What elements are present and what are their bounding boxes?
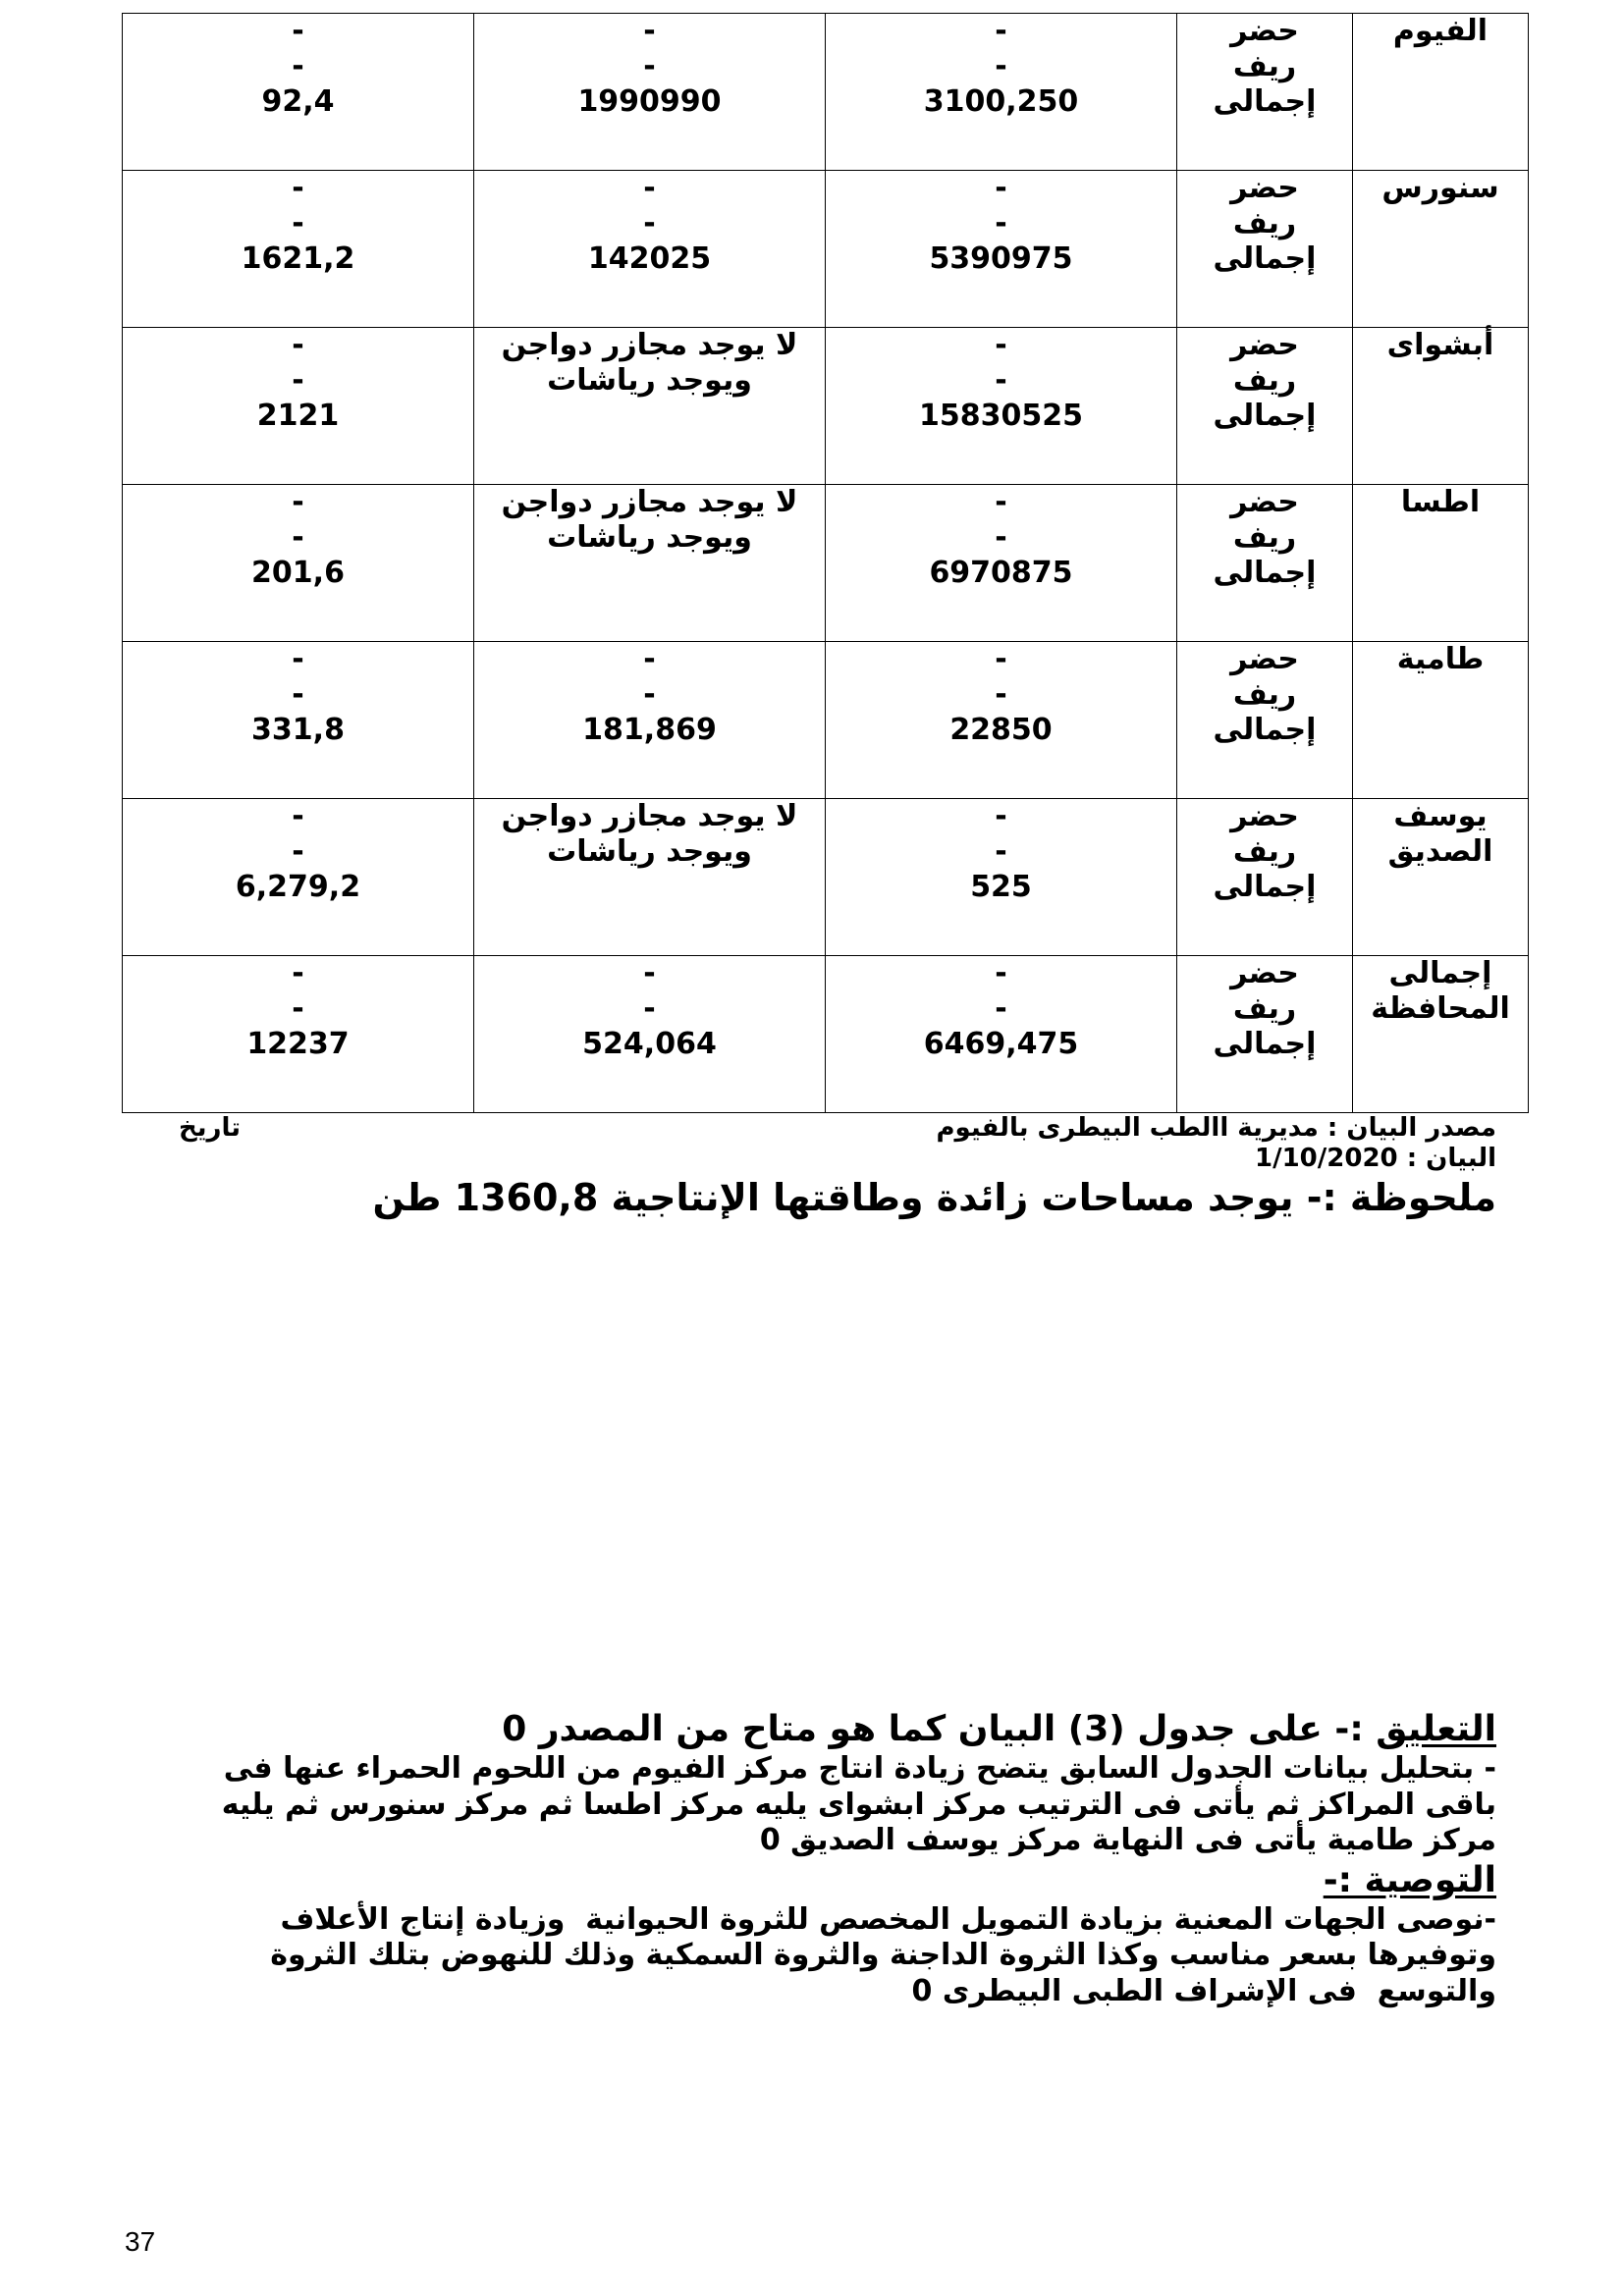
cell-line: 181,869: [582, 713, 717, 747]
cell-line: 3100,250: [923, 84, 1079, 119]
district-cell: [1353, 799, 1529, 956]
cell-line: -: [643, 677, 656, 712]
value-cell: [474, 328, 826, 485]
value-cell: [123, 642, 474, 799]
cell-line: -: [292, 520, 304, 555]
cell-line: -: [643, 956, 656, 990]
recommendation-heading-label: التوصية :-: [1323, 1859, 1496, 1900]
district-cell: [1353, 485, 1529, 642]
cell-line: 6,279,2: [235, 870, 361, 904]
cell-line: ريف: [1232, 49, 1297, 83]
value-cell: [826, 328, 1177, 485]
cell-line: حضر: [1230, 328, 1299, 362]
district-cell: [1353, 14, 1529, 171]
cell-line: -: [995, 677, 1007, 712]
district-cell: [1353, 956, 1529, 1113]
cell-line: طامية: [1396, 642, 1485, 676]
table-row: [123, 171, 1529, 328]
source-note: [179, 1113, 1496, 1174]
cell-line: 201,6: [251, 556, 345, 590]
recommendation-line: -نوصى الجهات المعنية بزيادة التمويل المخصص للثروة الحيوانية وزيادة إنتاج الأعلاف: [280, 1901, 1496, 1937]
value-cell: [826, 171, 1177, 328]
cell-line: -: [995, 991, 1007, 1026]
table-row: [123, 799, 1529, 956]
value-cell: [474, 14, 826, 171]
cell-line: 142025: [587, 241, 712, 276]
value-cell: [123, 956, 474, 1113]
comment-heading: [122, 1708, 1496, 1751]
cell-line: 524,064: [582, 1027, 717, 1061]
table-row: [123, 485, 1529, 642]
cell-line: -: [292, 14, 304, 48]
cell-line: حضر: [1230, 14, 1299, 48]
cell-line: -: [995, 485, 1007, 519]
cell-line: 6469,475: [923, 1027, 1079, 1061]
table-row: [123, 328, 1529, 485]
cell-line: -: [643, 206, 656, 240]
table-row: [123, 14, 1529, 171]
cell-line: إجمالى: [1213, 84, 1317, 119]
district-cell: [1353, 642, 1529, 799]
cell-line: 525: [970, 870, 1032, 904]
cell-line: لا يوجد مجازر دواجن: [501, 328, 798, 362]
cell-line: -: [995, 171, 1007, 205]
area-type-cell: [1177, 485, 1353, 642]
cell-line: -: [995, 642, 1007, 676]
cell-line: حضر: [1230, 485, 1299, 519]
note-text: ملحوظة :- يوجد مساحات زائدة وطاقتها الإنتاجية 1360,8 طن: [372, 1176, 1496, 1219]
cell-line: 5390975: [929, 241, 1073, 276]
cell-line: -: [292, 328, 304, 362]
statistics-table: [122, 13, 1529, 1113]
comment-line: مركز طامية يأتى فى النهاية مركز يوسف الصديق 0: [759, 1823, 1496, 1857]
cell-line: -: [292, 799, 304, 833]
cell-line: -: [643, 49, 656, 83]
cell-line: ويوجد رياشات: [547, 834, 752, 869]
value-cell: [123, 799, 474, 956]
value-cell: [474, 485, 826, 642]
area-type-cell: [1177, 956, 1353, 1113]
comment-line: - بتحليل بيانات الجدول السابق يتضح زيادة انتاج مركز الفيوم من اللحوم الحمراء عنها فى: [223, 1751, 1496, 1786]
cell-line: لا يوجد مجازر دواجن: [501, 799, 798, 833]
cell-line: حضر: [1230, 956, 1299, 990]
cell-line: -: [995, 799, 1007, 833]
value-cell: [123, 328, 474, 485]
source-text: مصدر البيان : مديرية االطب البيطرى بالفيوم: [936, 1113, 1496, 1143]
value-cell: [826, 485, 1177, 642]
table-body: [123, 14, 1529, 1113]
cell-line: -: [292, 206, 304, 240]
district-cell: [1353, 171, 1529, 328]
cell-line: الصديق: [1387, 834, 1493, 869]
cell-line: ريف: [1232, 520, 1297, 555]
cell-line: -: [995, 956, 1007, 990]
value-cell: [123, 171, 474, 328]
recommendation-line: وتوفيرها بسعر مناسب وكذا الثروة الداجنة والثروة السمكية وذلك للنهوض بتلك الثروة: [270, 1938, 1496, 1972]
date-label: تاريخ: [179, 1113, 241, 1143]
cell-line: -: [643, 991, 656, 1026]
cell-line: -: [292, 171, 304, 205]
cell-line: -: [643, 171, 656, 205]
cell-line: -: [292, 834, 304, 869]
cell-line: حضر: [1230, 799, 1299, 833]
cell-line: إجمالى: [1388, 956, 1492, 990]
cell-line: ويوجد رياشات: [547, 520, 752, 555]
cell-line: المحافظة: [1371, 991, 1510, 1026]
cell-line: ريف: [1232, 834, 1297, 869]
cell-line: ريف: [1232, 991, 1297, 1026]
value-cell: [826, 14, 1177, 171]
cell-line: -: [995, 14, 1007, 48]
recommendation-heading: [122, 1859, 1496, 1902]
value-cell: [474, 642, 826, 799]
value-cell: [123, 14, 474, 171]
area-type-cell: [1177, 171, 1353, 328]
cell-line: -: [995, 49, 1007, 83]
cell-line: -: [292, 363, 304, 398]
cell-line: ريف: [1232, 363, 1297, 398]
cell-line: 6970875: [929, 556, 1073, 590]
value-cell: [474, 956, 826, 1113]
cell-line: لا يوجد مجازر دواجن: [501, 485, 798, 519]
area-type-cell: [1177, 642, 1353, 799]
cell-line: إجمالى: [1213, 713, 1317, 747]
cell-line: -: [995, 834, 1007, 869]
district-cell: [1353, 328, 1529, 485]
cell-line: سنورس: [1381, 171, 1499, 205]
recommendation-line: والتوسع فى الإشراف الطبى البيطرى 0: [911, 1973, 1496, 2008]
cell-line: -: [995, 328, 1007, 362]
value-cell: [474, 171, 826, 328]
cell-line: أبشواى: [1386, 328, 1494, 362]
cell-line: الفيوم: [1392, 14, 1489, 48]
area-type-cell: [1177, 799, 1353, 956]
value-cell: [826, 799, 1177, 956]
cell-line: -: [292, 485, 304, 519]
comment-heading-label: التعليق: [1376, 1709, 1496, 1749]
cell-line: إجمالى: [1213, 1027, 1317, 1061]
source-line: [179, 1113, 1496, 1144]
cell-line: 1990990: [577, 84, 722, 119]
cell-line: 1621,2: [241, 241, 355, 276]
cell-line: -: [292, 991, 304, 1026]
comment-heading-text: :- على جدول (3) البيان كما هو متاح من المصدر 0: [502, 1709, 1364, 1749]
value-cell: [474, 799, 826, 956]
table-row: [123, 956, 1529, 1113]
cell-line: اطسا: [1400, 485, 1481, 519]
cell-line: -: [292, 642, 304, 676]
cell-line: ريف: [1232, 677, 1297, 712]
cell-line: ريف: [1232, 206, 1297, 240]
cell-line: -: [995, 363, 1007, 398]
value-cell: [826, 642, 1177, 799]
cell-line: 12237: [246, 1027, 350, 1061]
cell-line: ويوجد رياشات: [547, 363, 752, 398]
cell-line: -: [995, 206, 1007, 240]
cell-line: 2121: [256, 399, 340, 433]
cell-line: إجمالى: [1213, 870, 1317, 904]
cell-line: -: [995, 520, 1007, 555]
cell-line: 22850: [949, 713, 1053, 747]
value-cell: [123, 485, 474, 642]
cell-line: حضر: [1230, 642, 1299, 676]
cell-line: إجمالى: [1213, 556, 1317, 590]
commentary-block: [122, 1708, 1496, 2009]
cell-line: -: [292, 956, 304, 990]
cell-line: -: [292, 49, 304, 83]
source-date: البيان : 1/10/2020: [1255, 1144, 1496, 1173]
comment-line: باقى المراكز ثم يأتى فى الترتيب مركز ابشواى يليه مركز اطسا ثم مركز سنورس ثم يليه: [221, 1787, 1496, 1822]
value-cell: [826, 956, 1177, 1113]
cell-line: -: [643, 642, 656, 676]
cell-line: يوسف: [1393, 799, 1488, 833]
cell-line: -: [292, 677, 304, 712]
area-type-cell: [1177, 328, 1353, 485]
table-row: [123, 642, 1529, 799]
cell-line: 15830525: [919, 399, 1083, 433]
area-type-cell: [1177, 14, 1353, 171]
cell-line: حضر: [1230, 171, 1299, 205]
page-number: 37: [125, 2226, 156, 2257]
cell-line: إجمالى: [1213, 399, 1317, 433]
cell-line: 92,4: [261, 84, 335, 119]
cell-line: -: [643, 14, 656, 48]
cell-line: إجمالى: [1213, 241, 1317, 276]
cell-line: 331,8: [251, 713, 345, 747]
